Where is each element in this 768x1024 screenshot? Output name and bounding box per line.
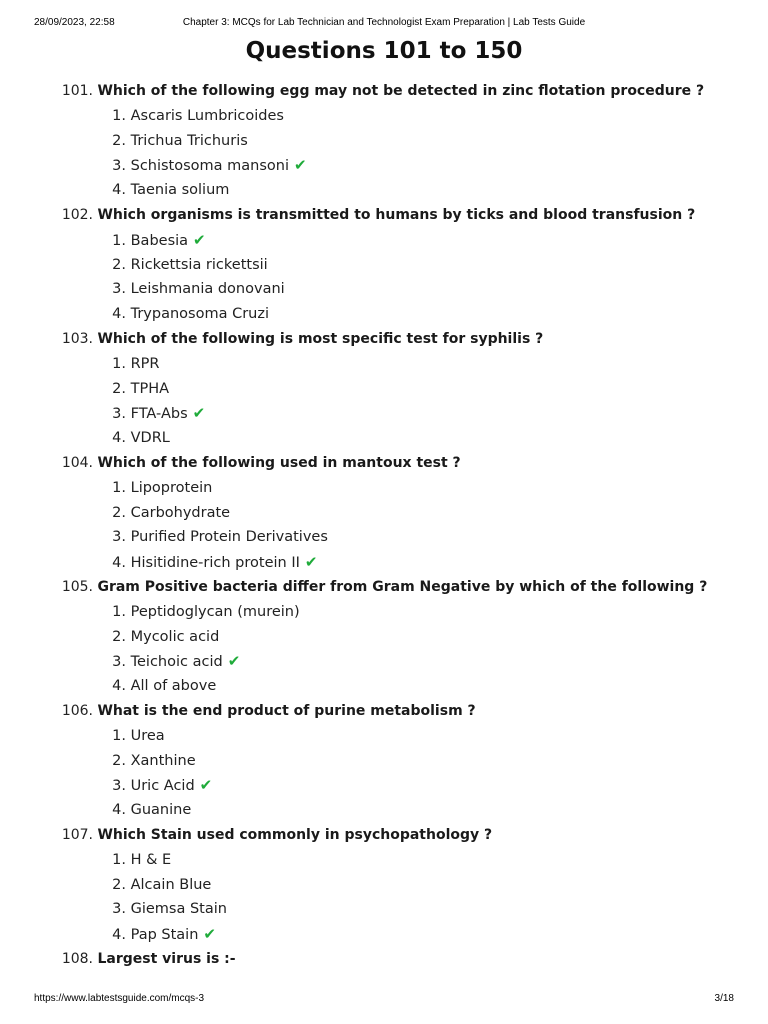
option-number: 3. (112, 778, 126, 795)
option-number: 2. (112, 256, 126, 273)
option-text: Trypanosoma Cruzi (130, 306, 269, 323)
option-number: 1. (112, 107, 126, 124)
answer-option (0, 501, 768, 526)
option-number: 3. (112, 654, 126, 671)
check-icon: ✔ (304, 553, 318, 572)
option-number: 3. (112, 406, 126, 423)
option-number: 4. (112, 182, 126, 199)
question-item (0, 575, 768, 600)
check-icon: ✔ (192, 404, 206, 423)
option-text: Rickettsia rickettsii (130, 256, 268, 273)
option-number: 3. (112, 158, 126, 175)
option-text: Hisitidine-rich protein II (130, 555, 300, 572)
print-footer (0, 993, 768, 1007)
answer-option (0, 277, 768, 302)
question-item (0, 823, 768, 848)
question-number: 103. (61, 330, 93, 347)
option-number: 4. (112, 678, 126, 695)
answer-option (0, 749, 768, 774)
check-icon: ✔ (199, 776, 213, 795)
question-text: Largest virus is :- (97, 950, 236, 967)
option-number: 3. (112, 529, 126, 546)
option-number: 4. (112, 430, 126, 447)
option-number: 1. (112, 603, 126, 620)
option-text: Leishmania donovani (130, 281, 285, 298)
answer-option (0, 178, 768, 203)
answer-option (0, 104, 768, 129)
question-text: Which Stain used commonly in psychopathology ? (97, 826, 493, 843)
answer-option (0, 649, 768, 674)
option-text: Carbohydrate (130, 504, 231, 521)
option-text: Trichua Trichuris (130, 132, 248, 149)
answer-option (0, 253, 768, 278)
print-doc-title: Chapter 3: MCQs for Lab Technician and Technologist Exam Preparation | Lab Tests Guide (182, 17, 586, 28)
option-text: Peptidoglycan (murein) (130, 603, 300, 620)
option-number: 3. (112, 901, 126, 918)
question-number: 108. (61, 950, 93, 967)
check-icon: ✔ (227, 652, 241, 671)
option-text: Lipoprotein (130, 479, 213, 496)
question-text: Gram Positive bacteria differ from Gram Negative by which of the following ? (97, 578, 708, 595)
answer-option (0, 401, 768, 426)
page-title: Questions 101 to 150 (245, 38, 523, 64)
answer-option (0, 228, 768, 253)
option-number: 3. (112, 281, 126, 298)
option-text: Xanthine (130, 752, 196, 769)
option-number: 2. (112, 132, 126, 149)
question-item (0, 451, 768, 476)
option-text: Babesia (130, 232, 189, 249)
answer-option (0, 352, 768, 377)
option-text: RPR (130, 355, 160, 372)
question-item (0, 79, 768, 104)
option-text: Giemsa Stain (130, 901, 227, 918)
question-number: 104. (61, 454, 93, 471)
option-number: 1. (112, 232, 126, 249)
answer-option (0, 600, 768, 625)
option-text: VDRL (130, 430, 170, 447)
answer-option (0, 153, 768, 178)
question-text: Which of the following used in mantoux test ? (97, 454, 461, 471)
answer-option (0, 625, 768, 650)
option-text: Taenia solium (130, 182, 230, 199)
option-number: 2. (112, 876, 126, 893)
option-number: 4. (112, 927, 126, 944)
question-number: 106. (61, 702, 93, 719)
option-text: Urea (130, 727, 165, 744)
question-list (0, 79, 768, 972)
answer-option (0, 873, 768, 898)
answer-option (0, 377, 768, 402)
option-number: 2. (112, 628, 126, 645)
option-text: Ascaris Lumbricoides (130, 107, 284, 124)
question-number: 107. (61, 826, 93, 843)
check-icon: ✔ (294, 156, 307, 175)
question-item (0, 203, 768, 228)
answer-option (0, 848, 768, 873)
answer-option (0, 798, 768, 823)
question-number: 102. (61, 206, 93, 223)
answer-option (0, 724, 768, 749)
question-text: Which organisms is transmitted to humans by ticks and blood transfusion ? (97, 206, 696, 223)
question-number: 101. (61, 83, 93, 99)
option-text: FTA-Abs (130, 406, 188, 423)
print-url: https://www.labtestsguide.com/mcqs-3 (34, 993, 205, 1004)
option-number: 2. (112, 380, 126, 397)
answer-option (0, 426, 768, 451)
answer-option (0, 525, 768, 550)
answer-option (0, 922, 768, 947)
option-text: Uric Acid (130, 778, 195, 795)
option-number: 1. (112, 479, 126, 496)
question-text: What is the end product of purine metabolism ? (97, 702, 476, 719)
answer-option (0, 302, 768, 327)
answer-option (0, 476, 768, 501)
print-datetime: 28/09/2023, 22:58 (34, 17, 115, 28)
question-text: Which of the following egg may not be detected in zinc flotation procedure ? (97, 83, 705, 99)
option-text: Alcain Blue (130, 876, 212, 893)
option-number: 1. (112, 355, 126, 372)
option-number: 1. (112, 727, 126, 744)
answer-option (0, 550, 768, 575)
option-text: TPHA (130, 380, 170, 397)
option-text: Pap Stain (130, 927, 199, 944)
answer-option (0, 773, 768, 798)
page-number: 3/18 (714, 993, 734, 1004)
option-number: 4. (112, 802, 126, 819)
option-text: H & E (130, 851, 172, 868)
print-header (0, 17, 768, 31)
option-text: All of above (130, 678, 217, 695)
option-text: Guanine (130, 802, 192, 819)
question-item (0, 699, 768, 724)
option-text: Teichoic acid (130, 654, 223, 671)
question-item (0, 327, 768, 352)
option-text: Schistosoma mansoni (130, 158, 290, 175)
question-text: Which of the following is most specific test for syphilis ? (97, 330, 544, 347)
question-item (0, 947, 768, 972)
option-text: Purified Protein Derivatives (130, 529, 328, 546)
question-number: 105. (61, 578, 93, 595)
answer-option (0, 674, 768, 699)
option-number: 1. (112, 851, 126, 868)
answer-option (0, 897, 768, 922)
option-number: 4. (112, 306, 126, 323)
option-text: Mycolic acid (130, 628, 220, 645)
check-icon: ✔ (193, 230, 206, 249)
option-number: 2. (112, 752, 126, 769)
option-number: 4. (112, 555, 126, 572)
answer-option (0, 129, 768, 154)
option-number: 2. (112, 504, 126, 521)
check-icon: ✔ (203, 925, 216, 944)
